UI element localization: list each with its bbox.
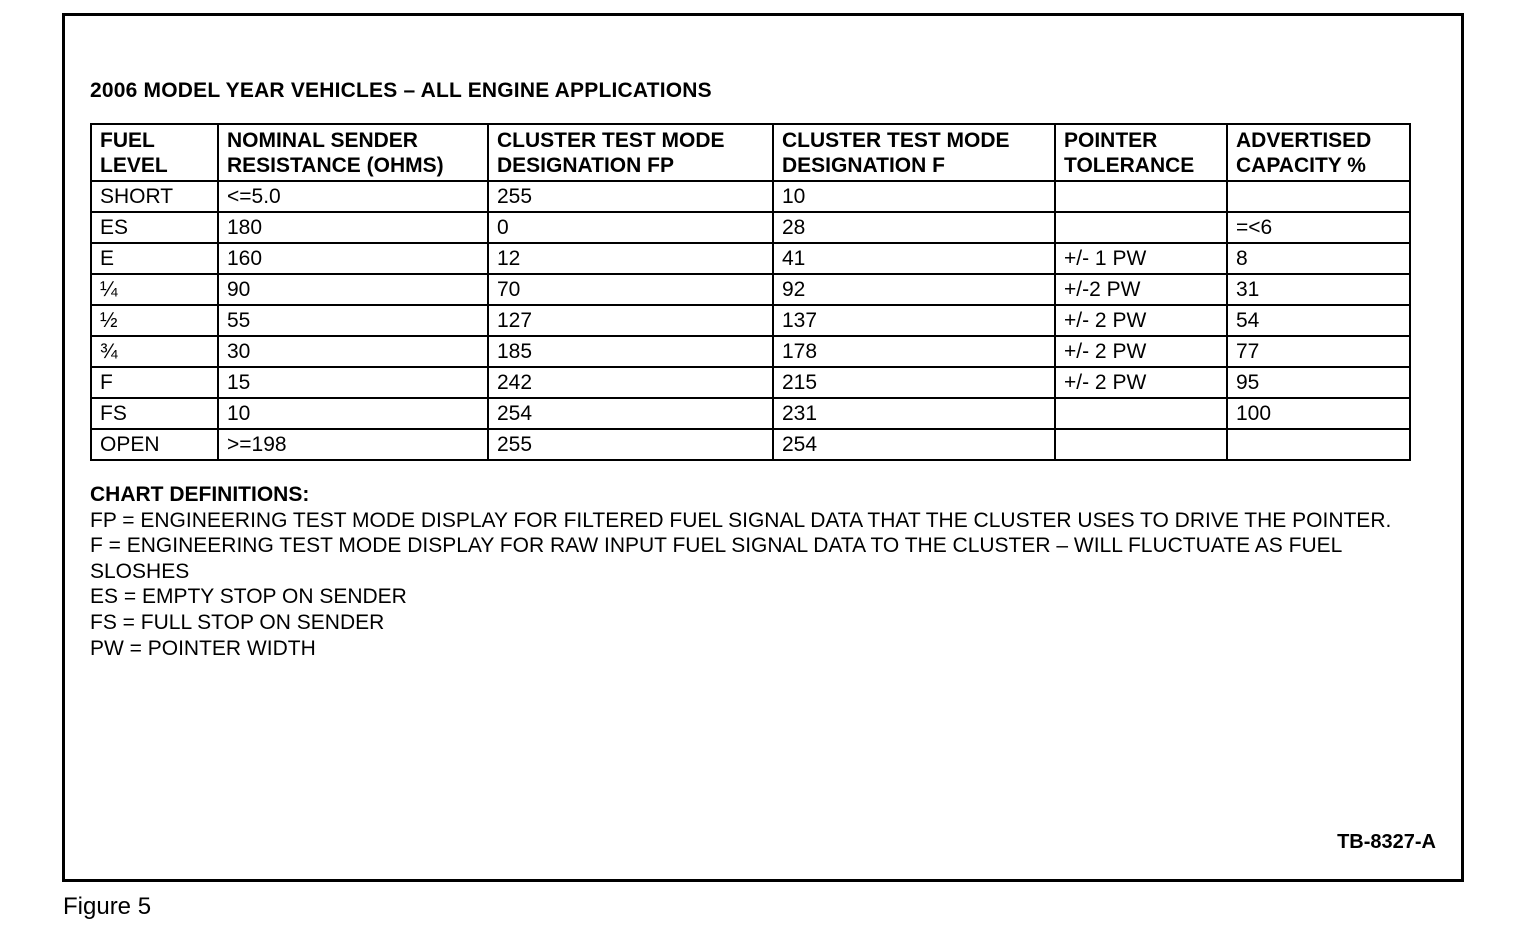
chart-definitions — [90, 482, 1430, 661]
cell-tolerance — [1055, 212, 1227, 243]
table-row — [91, 367, 1410, 398]
cell-capacity: 31 — [1227, 274, 1410, 305]
cell-tolerance: +/- 2 PW — [1055, 305, 1227, 336]
table-heading: 2006 MODEL YEAR VEHICLES – ALL ENGINE APPLICATIONS — [90, 79, 712, 102]
definition-fs: FS = FULL STOP ON SENDER — [90, 610, 385, 634]
cell-tolerance: +/- 2 PW — [1055, 336, 1227, 367]
chart-definitions-title: CHART DEFINITIONS: — [90, 483, 310, 506]
cell-tolerance: +/- 1 PW — [1055, 243, 1227, 274]
cell-capacity: 77 — [1227, 336, 1410, 367]
cell-resistance: <=5.0 — [218, 181, 488, 212]
table-header-row — [91, 124, 1410, 181]
table-row — [91, 305, 1410, 336]
cell-fuel-level: F — [91, 367, 218, 398]
cell-f: 254 — [773, 429, 1055, 460]
header-pointer-tolerance: POINTER TOLERANCE — [1055, 124, 1227, 181]
header-nominal-sender-resistance: NOMINAL SENDER RESISTANCE (OHMS) — [218, 124, 488, 181]
cell-f: 178 — [773, 336, 1055, 367]
fuel-level-table — [90, 123, 1411, 461]
cell-fp: 12 — [488, 243, 773, 274]
cell-capacity — [1227, 181, 1410, 212]
table-row — [91, 243, 1410, 274]
cell-resistance: 160 — [218, 243, 488, 274]
cell-fuel-level: E — [91, 243, 218, 274]
cell-capacity: 8 — [1227, 243, 1410, 274]
definition-f: F = ENGINEERING TEST MODE DISPLAY FOR RAW INPUT FUEL SIGNAL DATA TO THE CLUSTER – WILL FLUCTUATE AS FUEL SLOSHES — [90, 534, 1342, 583]
cell-fuel-level: ES — [91, 212, 218, 243]
cell-resistance: >=198 — [218, 429, 488, 460]
cell-tolerance — [1055, 429, 1227, 460]
cell-resistance: 30 — [218, 336, 488, 367]
cell-fuel-level: FS — [91, 398, 218, 429]
definition-es: ES = EMPTY STOP ON SENDER — [90, 585, 407, 609]
cell-capacity: 95 — [1227, 367, 1410, 398]
cell-capacity: 54 — [1227, 305, 1410, 336]
table-row — [91, 429, 1410, 460]
table-row — [91, 274, 1410, 305]
cell-resistance: 10 — [218, 398, 488, 429]
cell-fp: 255 — [488, 181, 773, 212]
cell-fp: 255 — [488, 429, 773, 460]
cell-f: 215 — [773, 367, 1055, 398]
cell-resistance: 90 — [218, 274, 488, 305]
cell-resistance: 15 — [218, 367, 488, 398]
cell-tolerance: +/- 2 PW — [1055, 367, 1227, 398]
cell-fuel-level: ½ — [91, 305, 218, 336]
cell-fuel-level: SHORT — [91, 181, 218, 212]
cell-fuel-level: OPEN — [91, 429, 218, 460]
cell-fp: 242 — [488, 367, 773, 398]
table-row — [91, 181, 1410, 212]
cell-fuel-level: ¾ — [91, 336, 218, 367]
cell-capacity: =<6 — [1227, 212, 1410, 243]
cell-f: 92 — [773, 274, 1055, 305]
header-fuel-level: FUEL LEVEL — [91, 124, 218, 181]
cell-f: 10 — [773, 181, 1055, 212]
cell-resistance: 180 — [218, 212, 488, 243]
cell-f: 28 — [773, 212, 1055, 243]
figure-caption: Figure 5 — [63, 893, 152, 920]
table-row — [91, 398, 1410, 429]
cell-fp: 0 — [488, 212, 773, 243]
cell-f: 231 — [773, 398, 1055, 429]
cell-fp: 254 — [488, 398, 773, 429]
cell-fp: 185 — [488, 336, 773, 367]
definition-fp: FP = ENGINEERING TEST MODE DISPLAY FOR FILTERED FUEL SIGNAL DATA THAT THE CLUSTER USES TO DRIVE THE POINTER. — [90, 508, 1392, 532]
header-cluster-test-mode-fp: CLUSTER TEST MODE DESIGNATION FP — [488, 124, 773, 181]
table-row — [91, 336, 1410, 367]
cell-tolerance — [1055, 398, 1227, 429]
cell-f: 137 — [773, 305, 1055, 336]
header-cluster-test-mode-f: CLUSTER TEST MODE DESIGNATION F — [773, 124, 1055, 181]
cell-f: 41 — [773, 243, 1055, 274]
cell-fuel-level: ¼ — [91, 274, 218, 305]
cell-resistance: 55 — [218, 305, 488, 336]
header-advertised-capacity: ADVERTISED CAPACITY % — [1227, 124, 1410, 181]
cell-capacity — [1227, 429, 1410, 460]
cell-tolerance: +/-2 PW — [1055, 274, 1227, 305]
cell-capacity: 100 — [1227, 398, 1410, 429]
cell-fp: 127 — [488, 305, 773, 336]
cell-tolerance — [1055, 181, 1227, 212]
definition-pw: PW = POINTER WIDTH — [90, 636, 316, 660]
bulletin-code: TB-8327-A — [1337, 831, 1436, 853]
table-row — [91, 212, 1410, 243]
cell-fp: 70 — [488, 274, 773, 305]
